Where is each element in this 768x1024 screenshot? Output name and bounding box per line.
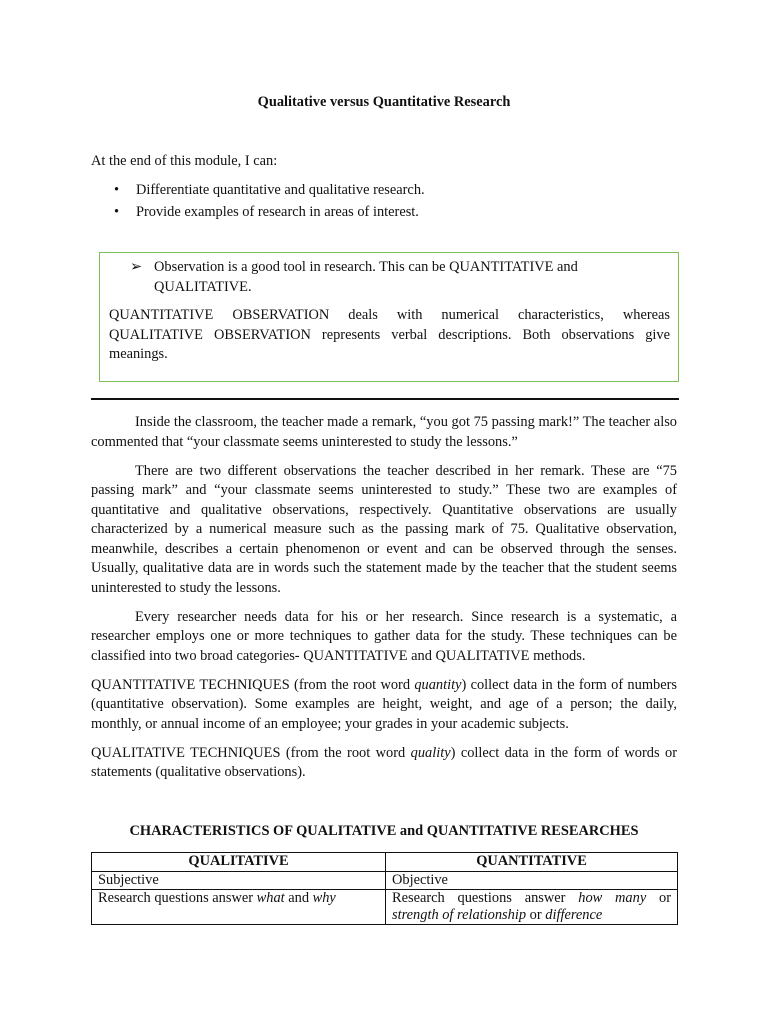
- characteristics-table: [91, 852, 678, 925]
- list-item: [114, 181, 425, 203]
- table-title: CHARACTERISTICS OF QUALITATIVE and QUANTITATIVE RESEARCHES: [129, 823, 639, 839]
- bullet-icon: •: [114, 182, 120, 198]
- table-row: [92, 872, 678, 890]
- quantitative-techniques-paragraph: QUANTITATIVE TECHNIQUES (from the root word quantity) collect data in the form of numbers (quantitative observation). Some examples are height, weight, and age of a person; the daily, monthly, or annual income of an employee; your grades in your academic subjects.: [91, 676, 677, 732]
- column-header-quantitative: QUANTITATIVE: [386, 853, 678, 872]
- bullet-icon: •: [114, 204, 120, 220]
- table-header-row: [92, 853, 678, 872]
- list-item: [114, 203, 425, 225]
- callout-paragraph: QUANTITATIVE OBSERVATION deals with numerical characteristics, whereas QUALITATIVE OBSERVATION represents verbal descriptions. Both observations give meanings.: [109, 307, 670, 362]
- qualitative-techniques-paragraph: QUALITATIVE TECHNIQUES (from the root word quality) collect data in the form of words or statements (qualitative observations).: [91, 744, 677, 780]
- arrow-bullet-icon: ➢: [130, 259, 143, 275]
- document-title: Qualitative versus Quantitative Research: [257, 94, 511, 110]
- callout-box: [99, 252, 679, 382]
- table-cell: Objective: [386, 872, 678, 890]
- objectives-list: [114, 181, 425, 225]
- horizontal-divider: [91, 398, 679, 400]
- intro-text: At the end of this module, I can:: [91, 153, 278, 169]
- table-row: [92, 890, 678, 925]
- column-header-qualitative: QUALITATIVE: [92, 853, 386, 872]
- body-paragraph: Every researcher needs data for his or her research. Since research is a systematic, a researcher employs one or more techniques to gather data for the study. These techniques can be classified into two broad categories- QUANTITATIVE and QUALITATIVE methods.: [91, 608, 677, 664]
- table-cell: Subjective: [92, 872, 386, 890]
- body-paragraph: There are two different observations the teacher described in her remark. These are “75 passing mark” and “your classmate seems uninterested to study.” These two are examples of quantitative and qualitative observations, respectively. Quantitative observations are usually characterized by a numerical measure such as the passing mark of 75. Qualitative observation, meanwhile, describes a certain phenomenon or event and can be observed through the senses. Usually, qualitative data are in words such the statement made by the teacher that the student seems uninterested to study the lessons.: [91, 462, 677, 596]
- table-cell: Research questions answer what and why: [92, 890, 386, 925]
- body-text: [91, 413, 677, 792]
- body-paragraph: Inside the classroom, the teacher made a remark, “you got 75 passing mark!” The teacher also commented that “your classmate seems uninterested to study the lessons.”: [91, 414, 677, 450]
- objective-text: Differentiate quantitative and qualitative research.: [136, 182, 425, 198]
- callout-arrow-item: [130, 258, 650, 297]
- table-cell: Research questions answer how many or strength of relationship or difference: [386, 890, 678, 925]
- callout-arrow-text: Observation is a good tool in research. This can be QUANTITATIVE and QUALITATIVE.: [154, 259, 578, 295]
- objective-text: Provide examples of research in areas of interest.: [136, 204, 419, 220]
